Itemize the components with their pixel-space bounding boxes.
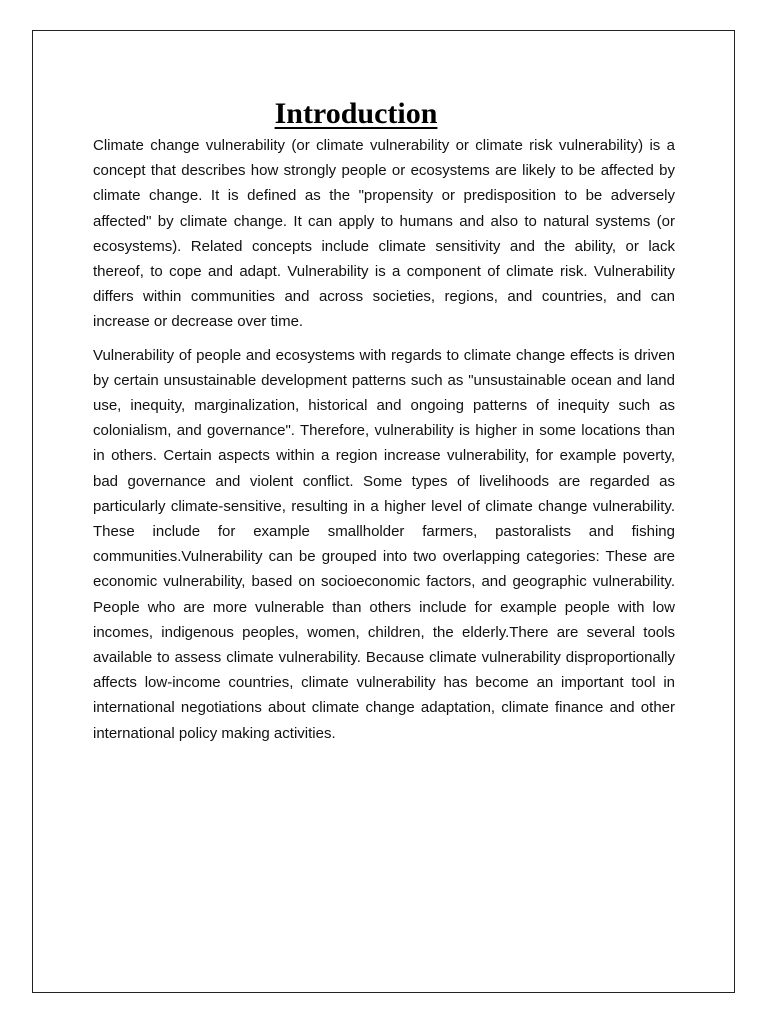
paragraph-1: Climate change vulnerability (or climate vulnerability or climate risk vulnerability) is a concept that describes how strongly people or ecosystems are likely to be affected by climate change. It is defined as the "propensity or predisposition to be adversely affected" by climate change. It can apply to humans and also to natural systems (or ecosystems). Related concepts include climate sensitivity and the ability, or lack thereof, to cope and adapt. Vulnerability is a component of climate risk. Vulnerability differs within communities and across societies, regions, and countries, and can increase or decrease over time. (93, 137, 675, 331)
document-body (93, 133, 675, 754)
paragraph-2: Vulnerability of people and ecosystems with regards to climate change effects is driven by certain unsustainable development patterns such as "unsustainable ocean and land use, inequity, marginalization, historical and ongoing patterns of inequity such as colonialism, and governance". Therefore, vulnerability is higher in some locations than in others. Certain aspects within a region increase vulnerability, for example poverty, bad governance and violent conflict. Some types of livelihoods are regarded as particularly climate-sensitive, resulting in a higher level of climate change vulnerability. These include for example smallholder farmers, pastoralists and fishing communities.Vulnerability can be grouped into two overlapping categories: These are economic vulnerability, based on socioeconomic factors, and geographic vulnerability. People who are more vulnerable than others include for example people with low incomes, indigenous peoples, women, children, the elderly.There are several tools available to assess climate vulnerability. Because climate vulnerability disproportionally affects low-income countries, climate vulnerability has become an important tool in international negotiations about climate change adaptation, climate finance and other international policy making activities. (93, 346, 675, 742)
page-title: Introduction (274, 97, 438, 130)
